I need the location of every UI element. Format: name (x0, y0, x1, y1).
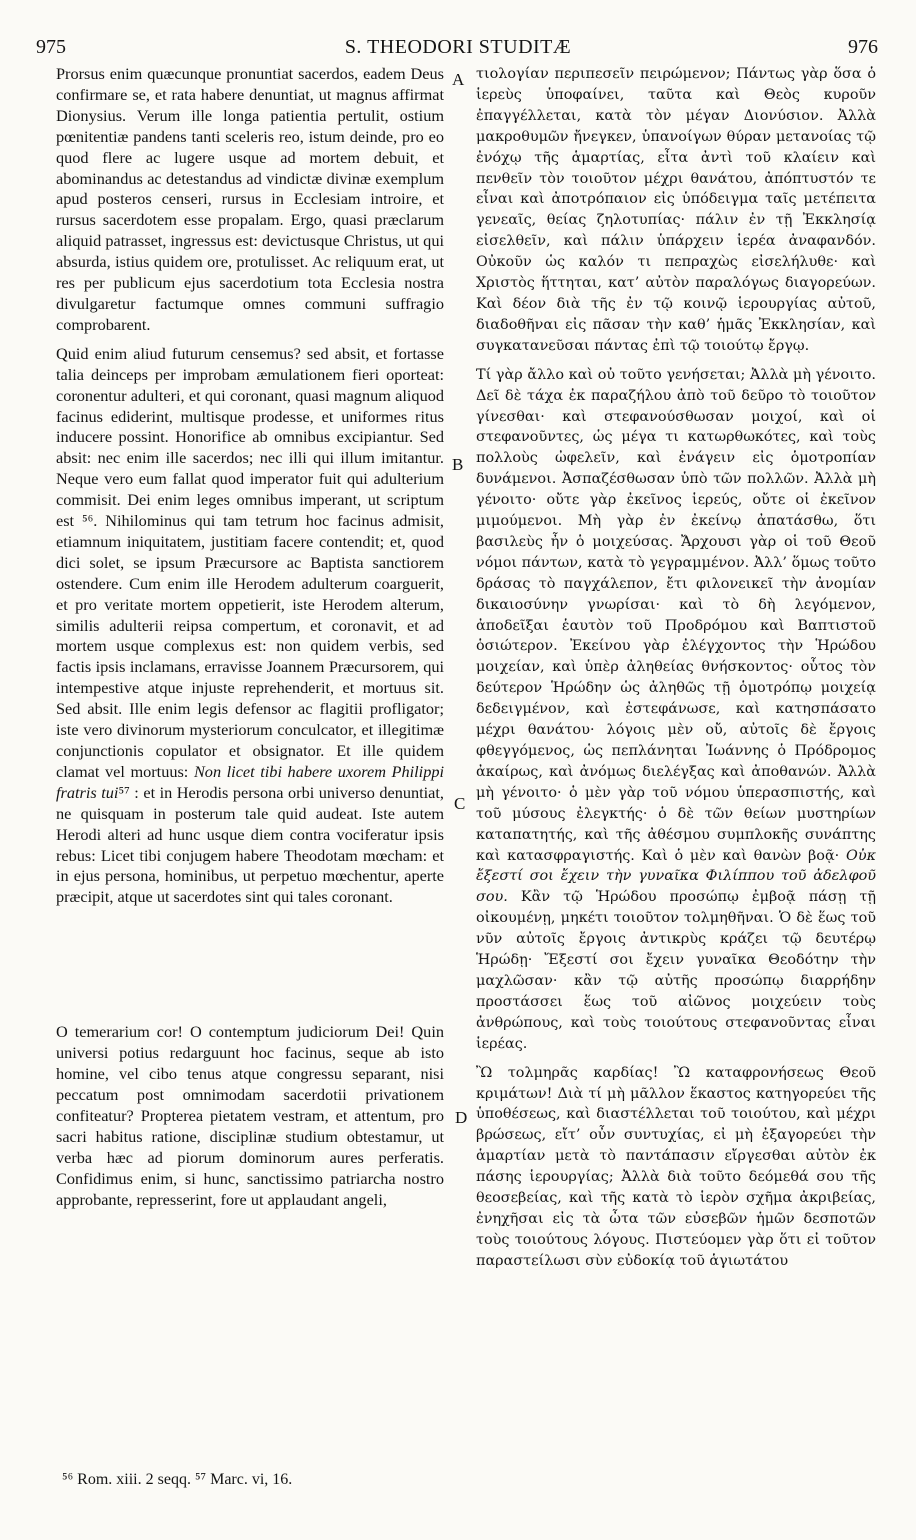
latin-paragraph-2-text: Quid enim aliud futurum censemus? sed absit, et fortasse talia deinceps per improbam æmulationem fieri oporteat: coronentur adulteri, et qui coronant, quasi magnum aliquod facinus ediderint, multisque prodesse, et uniformes ritus inducere possint. Honorifice ab omnibus excipiantur. Sed absit: nec enim ille sacerdos; nec illi qui illum imitantur. Neque vero eum fallat quod imperator fuit qui adulterium commisit. Dei enim leges omnibus imperant, ut scriptum est ⁵⁶. Nihilominus qui tam tetrum hoc facinus admisit, etiamnum iniquitatem, justitiam facere contendit; et, quod dici solet, se ipsum Præcursore ac Baptista sanctiorem ostendere. Cum enim ille Herodem adulterum coarguerit, et pro veritate mortem oppetierit, iste Herodem alterum, similis adulterii reipsa compertum, et coronavit, et ad mortem usque complexus est: non quidem verbis, sed factis ipsis inclamans, erravisse Joannem Præcursorem, qui intempestive atque injuste reprehenderit, et mortuus sit. Sed absit. Ille enim legis defensor ac flagitii profligator; iste vero divinorum mysteriorum conculcator, et illegitimæ conjunctionis copulator et obsignator. Et ille quidem clamat vel mortuus: (56, 343, 444, 781)
latin-quotation: Non licet tibi habere uxorem Philippi fratris tui (56, 761, 445, 802)
latin-paragraph-3: O temerarium cor! O contemptum judiciorum Dei! Quin universi potius redarguunt hoc facinus, seque ab isto homine, vel cibo tenus atque congressu separant, nisi peccatum post omnimodam sacerdotii privationem confiteatur? Propterea pietatem vestram, et attentum, pro sacri habitus ratione, disciplinæ studium obtestamur, ut verba hæc ad piorum dominorum aures perferatis. Confidimus enim, si hunc, sanctissimo patriarcha nostro approbante, represserint, fore ut applaudant angeli, (56, 1022, 444, 1209)
latin-paragraph-2-tail: ⁵⁷ : et in Herodis persona orbi universo denuntiat, ne quisquam in posterum tale quid audeat. Iste autem Herodi alteri ad hunc usque diem contra vociferatur ipsis rebus: Licet tibi conjugem habere Theodotam mœcham: et in ejus persona, hominibus, ut perpetuo mœchentur, aperte præcipit, atque ut sacerdotes sint qui tales coronant. (56, 782, 445, 907)
greek-paragraph-2-tail: Κἂν τῷ Ἡρώδου προσώπῳ ἐμβοᾷ πάσῃ τῇ οἰκουμένῃ, μηκέτι τοιοῦτον τολμηθῆναι. Ὁ δὲ ἕως τοῦ νῦν αὐτοῖς ἔργοις ἀντικρὺς κράζει τῷ δευτέρῳ Ἡρώδῃ· Ἔξεστί σοι ἔχειν γυναῖκα Θεοδότην τὴν μαχλῶσαν· κἂν τῷ αὐτῆς προσώπῳ διαρρήδην προστάσσει ἕως τοῦ αἰῶνος μοιχεύειν τοὺς ἀνθρώπους, καὶ τοὺς τοιούτους στεφανοῦντας εἶναι ἱερέας. (476, 889, 876, 1052)
section-marker-c: C (454, 794, 466, 813)
latin-column (56, 64, 444, 1210)
greek-paragraph-3: Ὢ τολμηρᾶς καρδίας! Ὢ καταφρονήσεως Θεοῦ κριμάτων! Διὰ τί μὴ μᾶλλον ἕκαστος κατηγορεύει τῆς ὑποθέσεως, καὶ διαστέλλεται τοῦ τοιούτου, καὶ μέχρι βρώσεως, εἴτ’ οὖν συντυχίας, εἰ μὴ ἐξαγορεύει τὴν ἁμαρτίαν μετὰ τὸ παντάπασιν εἴργεσθαι αὐτὸν ἐκ πάσης ἱερουργίας; Ἀλλὰ διὰ τοῦτο δεόμεθά σου τῆς θεοσεβείας, καὶ τῆς κατὰ τὸ ἱερὸν σχῆμα ἀκριβείας, ἐνηχῆσαι εἰς τὰ ὦτα τῶν εὐσεβῶν ἡμῶν δεσποτῶν τοὺς τοιούτους λόγους. Πιστεύομεν γὰρ ὅτι εἰ τοῦτον παραστείλωσι σὺν εὐδοκίᾳ τοῦ ἁγιωτάτου (476, 1064, 876, 1269)
greek-paragraph-1: τιολογίαν περιπεσεῖν πειρώμενον; Πάντως γὰρ ὅσα ὁ ἱερεὺς ὑποφαίνει, ταῦτα καὶ Θεὸς κυροῦν ἐπαγγέλλεται, κατὰ τὸν μέγαν Διονύσιον. Ἀλλὰ μακροθυμῶν ἤνεγκεν, ὑπανοίγων θύραν μετανοίας τῷ ἐνόχῳ τῆς ἁμαρτίας, εἶτα ἀντὶ τοῦ κλαίειν καὶ πενθεῖν τὸν τοιοῦτον μέχρι θανάτου, ἀπόπτυστόν τε εἶναι καὶ ἀποτρόπαιον εἰς ὑπόδειγμα ταῖς μετέπειτα γενεαῖς, θείας ζηλοτυπίας· πάλιν ἐν τῇ Ἐκκλησίᾳ εἰσελθεῖν, καὶ πάλιν ὑπάρχειν ἱερέα ἀναφανδόν. Οὐκοῦν ὡς καλόν τι πεπραχὼς εἰσελήλυθε· καὶ Χριστὸς ἥττηται, κατ’ αὐτὸν παραλόγως διαγορεύων. Καὶ δέον διὰ τῆς ἐν τῷ κοινῷ ἱερουργίας αὐτοῦ, διαδοθῆναι εἰς πᾶσαν τὴν καθ’ ἡμᾶς Ἐκκλησίαν, καὶ συγκατανεῦσαι πάντας ἐπὶ τῷ τοιούτῳ ἔργῳ. (476, 66, 876, 354)
left-page-number: 975 (36, 36, 66, 58)
section-marker-b: B (452, 455, 464, 474)
right-page-number: 976 (848, 36, 878, 58)
section-marker-d: D (455, 1108, 468, 1127)
section-marker-a: A (452, 70, 465, 89)
greek-quotation: Οὐκ ἔξεστί σοι ἔχειν τὴν γυναῖκα Φιλίππου τοῦ ἀδελφοῦ σου. (476, 847, 877, 906)
latin-paragraph-1: Prorsus enim quæcunque pronuntiat sacerdos, eadem Deus confirmare se, et rata habere denuntiat, ut magnus affirmat Dionysius. Verum ille longa patientia pertulit, ostium pœnitentiæ pandens tanti sceleris reo, istum deinde, pro eo quod flere ac lugere usque ad mortem debuit, et abominandus ac detestandus ad vindictæ divinæ exemplum apud posteros censeri, rursus in Ecclesiam introire, et rursus sacerdotem esse propalam. Ergo, quasi præclarum aliquid patrasset, ingressus est: devictusque Christus, ut qui absurda, istius quidem ore, protulisset. Ac reliquum erat, ut res per publicum ejus sacerdotium tota Ecclesia nostra divulgaretur factumque omnes communi suffragio comprobarent. (56, 64, 444, 334)
running-title: S. THEODORI STUDITÆ (344, 36, 572, 58)
greek-column (476, 64, 876, 1272)
footnotes: ⁵⁶ Rom. xiii. 2 seqq. ⁵⁷ Marc. vi, 16. (62, 1471, 293, 1488)
greek-paragraph-2 (476, 365, 876, 1055)
greek-paragraph-2-text: Τί γὰρ ἄλλο καὶ οὐ τοῦτο γενήσεται; Ἀλλὰ μὴ γένοιτο. Δεῖ δὲ τάχα ἐκ παραζήλου ἀπὸ τοῦ δεῦρο τὸ τοιοῦτον γίνεσθαι· καὶ στεφανούσθωσαν μοιχοί, καὶ οἱ στεφανοῦντες, ὡς μέγα τι κατωρθωκότες, καὶ τοὺς πολλοὺς ὠφελεῖν, καὶ ἐνάγειν εἰς ὁμοτροπίαν δυνάμενοι. Ἀσπαζέσθωσαν ὑπὸ τῶν πολλῶν. Ἀλλὰ μὴ γένοιτο· οὔτε γὰρ ἐκεῖνος ἱερεύς, οὔτε οἱ ἐκεῖνον μιμούμενοι. Μὴ γὰρ ἐν ἐκείνῳ ἀπατάσθω, ὅτι βασιλεὺς ἦν ὁ μοιχεύσας. Ἄρχουσι γὰρ οἱ τοῦ Θεοῦ νόμοι πάντων, κατὰ τὸ γεγραμμένον. Ἀλλ’ ὅμως τοῦτο δράσας τὸ παγχάλεπον, ἔτι φιλονεικεῖ τὴν ἀνομίαν δικαιοσύνην γνωρίσαι· καὶ τὸ δὴ λεγόμενον, ἀποδεῖξαι ἑαυτὸν τοῦ Προδρόμου καὶ Βαπτιστοῦ ὁσιώτερον. Ἐκείνου γὰρ ἐλέγχοντος τὴν Ἡρώδου μοιχείαν, καὶ ὑπὲρ ἀληθείας θνήσκοντος· οὗτος τὸν δεύτερον Ἡρώδην ὡς ἀληθῶς τῇ ὁμοτρόπῳ μοιχείᾳ δεδειγμένον, καὶ ἐστεφάνωσε, καὶ κατησπάσατο μέχρι θανάτου· λόγοις μὲν οὔ, αὐτοῖς δὲ ἔργοις φθεγγόμενος, ὡς πεπλάνηται Ἰωάννης ὁ Πρόδρομος ἀκαίρως, καὶ ἀνόμως διελέγξας καὶ ἀποθανών. Ἀλλὰ μὴ γένοιτο· ὁ μὲν γὰρ τοῦ νόμου ὑπερασπιστής, καὶ τοῦ μύσους ἐλεγκτής· ὁ δὲ τῶν θείων μυστηρίων καταπατητής, καὶ τῆς ἀθέσμου συμπλοκῆς συνάπτης καὶ κατασφραγιστής. Καὶ ὁ μὲν καὶ θανὼν βοᾷ· (476, 366, 876, 864)
latin-paragraph-2 (56, 344, 444, 908)
